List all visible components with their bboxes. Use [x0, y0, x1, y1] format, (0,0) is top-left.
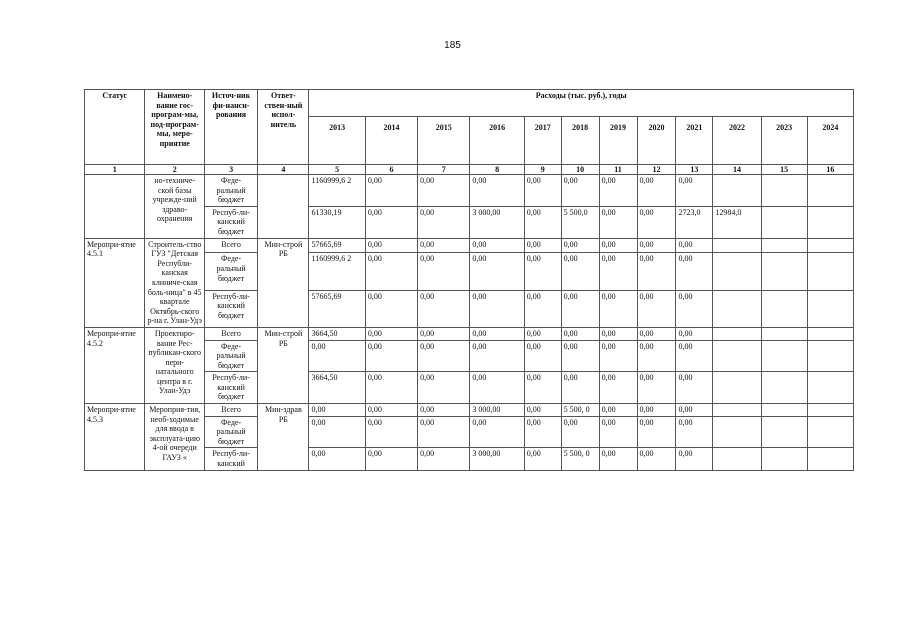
- expense-value-cell: 0,00: [599, 327, 637, 340]
- expense-value-cell: 0,00: [599, 238, 637, 253]
- column-number: 2: [145, 165, 204, 175]
- expense-value-cell: 0,00: [418, 448, 470, 470]
- year-header: 2018: [561, 117, 599, 165]
- funding-source-cell: Респуб-ли-канский бюджет: [204, 372, 257, 404]
- expense-value-cell: [761, 206, 807, 238]
- expense-value-cell: [807, 206, 853, 238]
- table-row: [85, 175, 854, 207]
- funding-source-cell: Всего: [204, 238, 257, 253]
- expense-value-cell: 0,00: [418, 327, 470, 340]
- expense-value-cell: 0,00: [470, 175, 524, 207]
- expense-value-cell: 0,00: [599, 206, 637, 238]
- year-header: 2022: [713, 117, 761, 165]
- expense-value-cell: 0,00: [561, 372, 599, 404]
- expense-value-cell: 0,00: [524, 206, 561, 238]
- expense-value-cell: 0,00: [524, 175, 561, 207]
- expense-value-cell: 0,00: [637, 404, 676, 417]
- header-source: Источ-ник фи-нанси-рования: [204, 90, 257, 165]
- expense-value-cell: 0,00: [418, 175, 470, 207]
- expense-value-cell: 0,00: [561, 416, 599, 448]
- header-status: Статус: [85, 90, 145, 165]
- funding-source-cell: Феде-ральный бюджет: [204, 416, 257, 448]
- expense-value-cell: [807, 404, 853, 417]
- expense-value-cell: 0,00: [365, 238, 417, 253]
- expense-value-cell: 3 000,00: [470, 448, 524, 470]
- expense-value-cell: 0,00: [470, 238, 524, 253]
- measure-name-cell: Строитель-ство ГУЗ "Детская Республи-канская клиниче-ская боль-ница" в 45 квартале Октябрь-ского р-на г. Улан-Удэ: [145, 238, 204, 327]
- year-header: 2015: [418, 117, 470, 165]
- funding-source-cell: Респуб-ли-канский бюджет: [204, 290, 257, 327]
- expense-value-cell: [713, 372, 761, 404]
- expense-value-cell: 0,00: [637, 372, 676, 404]
- expense-value-cell: 0,00: [365, 372, 417, 404]
- expense-value-cell: 0,00: [599, 175, 637, 207]
- funding-source-cell: Феде-ральный бюджет: [204, 340, 257, 372]
- column-number: 12: [637, 165, 676, 175]
- column-number: 5: [309, 165, 365, 175]
- expense-value-cell: 0,00: [599, 253, 637, 290]
- expense-value-cell: 0,00: [470, 372, 524, 404]
- year-header: 2014: [365, 117, 417, 165]
- expense-value-cell: 0,00: [470, 290, 524, 327]
- expense-value-cell: 0,00: [309, 448, 365, 470]
- column-number: 6: [365, 165, 417, 175]
- year-header: 2017: [524, 117, 561, 165]
- expense-value-cell: 0,00: [676, 238, 713, 253]
- expense-value-cell: 0,00: [599, 416, 637, 448]
- expense-value-cell: 61330,19: [309, 206, 365, 238]
- expense-value-cell: 0,00: [524, 290, 561, 327]
- expense-value-cell: 0,00: [524, 372, 561, 404]
- expense-value-cell: [807, 290, 853, 327]
- funding-source-cell: Всего: [204, 327, 257, 340]
- expense-value-cell: [713, 416, 761, 448]
- year-header: 2013: [309, 117, 365, 165]
- status-cell: Меропри-ятие 4.5.3: [85, 404, 145, 471]
- expense-value-cell: 0,00: [676, 448, 713, 470]
- expense-value-cell: [713, 253, 761, 290]
- expense-value-cell: [713, 448, 761, 470]
- expense-value-cell: [713, 290, 761, 327]
- column-number: 3: [204, 165, 257, 175]
- expense-value-cell: 0,00: [365, 290, 417, 327]
- expense-value-cell: 0,00: [676, 253, 713, 290]
- table-body: [85, 175, 854, 471]
- year-header: 2019: [599, 117, 637, 165]
- status-cell: Меропри-ятие 4.5.2: [85, 327, 145, 403]
- expense-value-cell: 0,00: [637, 340, 676, 372]
- measure-name-cell: Мероприя-тия, необ-ходимые для ввода в эксплуата-цию 4-ой очереди ГАУЗ «: [145, 404, 204, 471]
- measure-name-cell: но-техниче-ской базы учрежде-ний здраво-охранения: [145, 175, 204, 239]
- expense-value-cell: 0,00: [637, 416, 676, 448]
- expense-value-cell: 0,00: [524, 340, 561, 372]
- executor-cell: Мин-строй РБ: [258, 327, 309, 403]
- expense-value-cell: 0,00: [309, 404, 365, 417]
- expense-value-cell: [761, 290, 807, 327]
- expense-value-cell: 3664,50: [309, 327, 365, 340]
- expense-value-cell: 0,00: [524, 416, 561, 448]
- expense-value-cell: 0,00: [524, 238, 561, 253]
- expense-value-cell: 0,00: [418, 238, 470, 253]
- funding-source-cell: Респуб-ли-канский бюджет: [204, 206, 257, 238]
- expense-value-cell: 0,00: [637, 327, 676, 340]
- expense-value-cell: 0,00: [676, 416, 713, 448]
- expense-value-cell: 1160999,6 2: [309, 175, 365, 207]
- expense-value-cell: 57665,69: [309, 290, 365, 327]
- expense-value-cell: 0,00: [309, 416, 365, 448]
- expense-value-cell: 0,00: [309, 340, 365, 372]
- expense-value-cell: 0,00: [365, 448, 417, 470]
- expense-value-cell: [807, 175, 853, 207]
- status-cell: [85, 175, 145, 239]
- expense-value-cell: 3664,50: [309, 372, 365, 404]
- executor-cell: Мин-строй РБ: [258, 238, 309, 327]
- column-number: 14: [713, 165, 761, 175]
- expense-value-cell: 0,00: [676, 327, 713, 340]
- expense-value-cell: 0,00: [470, 340, 524, 372]
- table-row: [85, 327, 854, 340]
- expense-value-cell: 0,00: [524, 253, 561, 290]
- expense-value-cell: [761, 372, 807, 404]
- expense-value-cell: 0,00: [524, 327, 561, 340]
- expense-value-cell: 0,00: [418, 416, 470, 448]
- expense-value-cell: 3 000,00: [470, 404, 524, 417]
- expense-value-cell: 0,00: [561, 327, 599, 340]
- column-number: 16: [807, 165, 853, 175]
- funding-source-cell: Респуб-ли-канский: [204, 448, 257, 470]
- table-row: [85, 238, 854, 253]
- column-number: 10: [561, 165, 599, 175]
- column-number: 1: [85, 165, 145, 175]
- column-number: 7: [418, 165, 470, 175]
- expense-value-cell: 0,00: [418, 404, 470, 417]
- expense-value-cell: 0,00: [599, 448, 637, 470]
- column-number-row: [85, 165, 854, 175]
- expense-value-cell: 0,00: [561, 290, 599, 327]
- expense-value-cell: 2723,0: [676, 206, 713, 238]
- expense-value-cell: [807, 416, 853, 448]
- expense-value-cell: 0,00: [365, 404, 417, 417]
- expense-value-cell: 0,00: [418, 340, 470, 372]
- expense-value-cell: 5 500, 0: [561, 448, 599, 470]
- expense-value-cell: 0,00: [561, 253, 599, 290]
- expense-value-cell: [761, 238, 807, 253]
- expense-value-cell: 0,00: [470, 327, 524, 340]
- header-expenses: Расходы (тыс. руб.), годы: [309, 90, 854, 117]
- expense-value-cell: 0,00: [676, 372, 713, 404]
- expense-value-cell: 0,00: [418, 290, 470, 327]
- year-header: 2016: [470, 117, 524, 165]
- expense-value-cell: 0,00: [470, 253, 524, 290]
- expenses-table: [84, 89, 854, 471]
- status-cell: Меропри-ятие 4.5.1: [85, 238, 145, 327]
- header-executor: Ответ-ствен-ный испол-нитель: [258, 90, 309, 165]
- expense-value-cell: [761, 416, 807, 448]
- expense-value-cell: 0,00: [599, 290, 637, 327]
- measure-name-cell: Проектиро-вание Рес-публикан-ского пери-натального центра в г. Улан-Удэ: [145, 327, 204, 403]
- expense-value-cell: 0,00: [676, 340, 713, 372]
- expense-value-cell: 0,00: [561, 340, 599, 372]
- executor-cell: Мин-здрав РБ: [258, 404, 309, 471]
- expense-value-cell: 0,00: [418, 372, 470, 404]
- expense-value-cell: [761, 404, 807, 417]
- column-number: 15: [761, 165, 807, 175]
- expense-value-cell: 0,00: [676, 175, 713, 207]
- expense-value-cell: [713, 175, 761, 207]
- expense-value-cell: 0,00: [524, 448, 561, 470]
- expense-value-cell: [807, 238, 853, 253]
- expense-value-cell: 0,00: [418, 206, 470, 238]
- expense-value-cell: 0,00: [365, 175, 417, 207]
- column-number: 4: [258, 165, 309, 175]
- expense-value-cell: 0,00: [599, 404, 637, 417]
- column-number: 13: [676, 165, 713, 175]
- funding-source-cell: Всего: [204, 404, 257, 417]
- column-number: 9: [524, 165, 561, 175]
- expense-value-cell: [761, 340, 807, 372]
- expense-value-cell: [807, 340, 853, 372]
- expense-value-cell: [713, 404, 761, 417]
- expense-value-cell: 0,00: [637, 175, 676, 207]
- expense-value-cell: 0,00: [418, 253, 470, 290]
- year-header: 2023: [761, 117, 807, 165]
- expense-value-cell: [807, 253, 853, 290]
- expense-value-cell: 0,00: [365, 416, 417, 448]
- expense-value-cell: 0,00: [365, 340, 417, 372]
- expense-value-cell: [761, 327, 807, 340]
- expense-value-cell: 0,00: [599, 340, 637, 372]
- expense-value-cell: 0,00: [365, 253, 417, 290]
- expense-value-cell: [713, 327, 761, 340]
- expense-value-cell: 0,00: [637, 290, 676, 327]
- year-header: 2024: [807, 117, 853, 165]
- expense-value-cell: 12984,0: [713, 206, 761, 238]
- expense-value-cell: 0,00: [561, 175, 599, 207]
- expense-value-cell: 0,00: [676, 404, 713, 417]
- expense-value-cell: 0,00: [676, 290, 713, 327]
- page-number: 185: [444, 40, 461, 51]
- expense-value-cell: 5 500, 0: [561, 404, 599, 417]
- expense-value-cell: [807, 327, 853, 340]
- executor-cell: [258, 175, 309, 239]
- header-name: Наимено-вание гос-програм-мы, под-програм-мы, меро-приятие: [145, 90, 204, 165]
- expense-value-cell: 0,00: [637, 253, 676, 290]
- expense-value-cell: [761, 253, 807, 290]
- expense-value-cell: [713, 340, 761, 372]
- year-header: 2020: [637, 117, 676, 165]
- expense-value-cell: 0,00: [637, 238, 676, 253]
- funding-source-cell: Феде-ральный бюджет: [204, 175, 257, 207]
- expense-value-cell: 0,00: [599, 372, 637, 404]
- expense-value-cell: 3 000,00: [470, 206, 524, 238]
- table-row: [85, 404, 854, 417]
- expense-value-cell: 1160999,6 2: [309, 253, 365, 290]
- expense-value-cell: [761, 448, 807, 470]
- expense-value-cell: 0,00: [637, 206, 676, 238]
- expense-value-cell: 0,00: [561, 238, 599, 253]
- expense-value-cell: [807, 372, 853, 404]
- funding-source-cell: Феде-ральный бюджет: [204, 253, 257, 290]
- expense-value-cell: 0,00: [524, 404, 561, 417]
- expense-value-cell: 0,00: [470, 416, 524, 448]
- year-header: 2021: [676, 117, 713, 165]
- expense-value-cell: 5 500,0: [561, 206, 599, 238]
- expense-value-cell: 0,00: [365, 206, 417, 238]
- expense-value-cell: 0,00: [365, 327, 417, 340]
- expense-value-cell: [807, 448, 853, 470]
- column-number: 8: [470, 165, 524, 175]
- expense-value-cell: [713, 238, 761, 253]
- expense-value-cell: 0,00: [637, 448, 676, 470]
- expense-value-cell: [761, 175, 807, 207]
- column-number: 11: [599, 165, 637, 175]
- expense-value-cell: 57665,69: [309, 238, 365, 253]
